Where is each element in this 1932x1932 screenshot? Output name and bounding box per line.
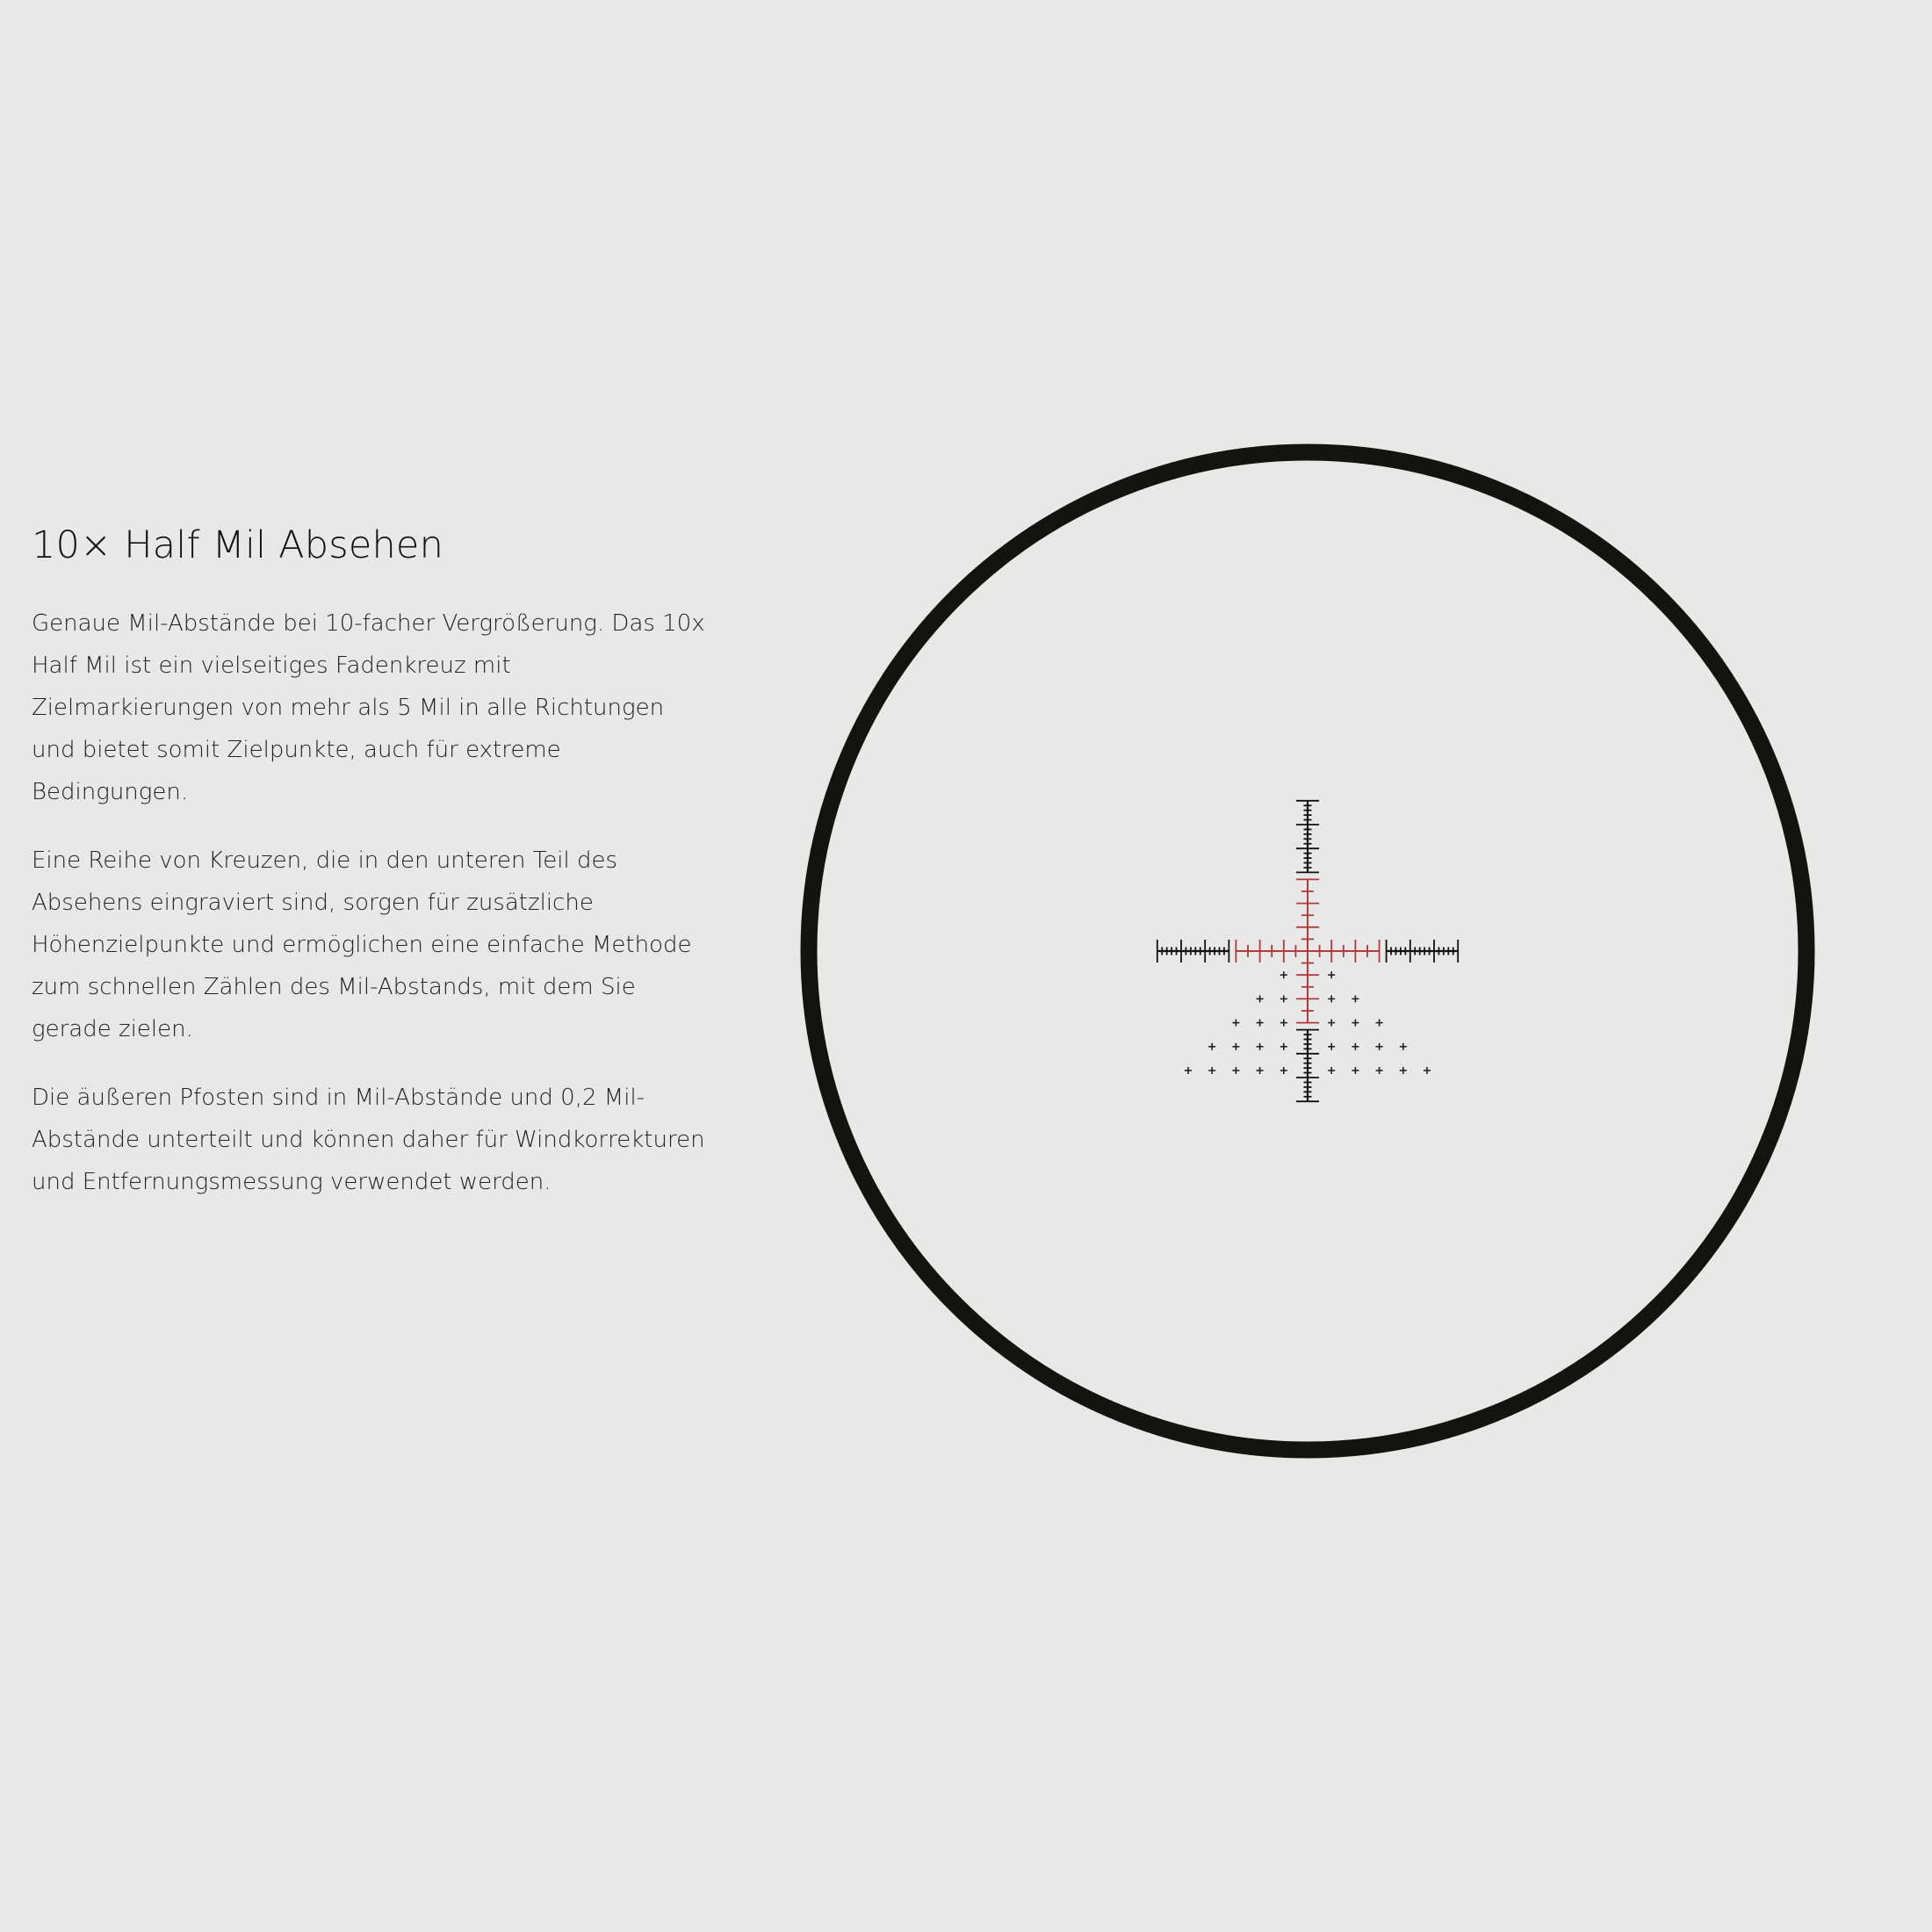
paragraph-crosses: Eine Reihe von Kreuzen, die in den unteren Teil des Absehens eingraviert sind, sorgen für zusätzliche Höhenzielpunkte und ermöglichen eine einfache Methode zum schnellen Zählen des Mil-Abstands, mit dem Sie gerade zielen. xyxy=(32,847,692,1042)
page-title: 10× Half Mil Absehen xyxy=(32,523,444,567)
paragraph-intro: Genaue Mil-Abstände bei 10-facher Vergrößerung. Das 10x Half Mil ist ein vielseitiges Fadenkreuz mit Zielmarkierungen von mehr als 5 Mil in alle Richtungen und bietet somit Zielpunkte, auch für extreme Bedingungen. xyxy=(32,610,705,805)
paragraph-outer-posts: Die äußeren Pfosten sind in Mil-Abstände und 0,2 Mil-Abstände unterteilt und können daher für Windkorrekturen und Entfernungsmessung verwendet werden. xyxy=(32,1085,705,1195)
